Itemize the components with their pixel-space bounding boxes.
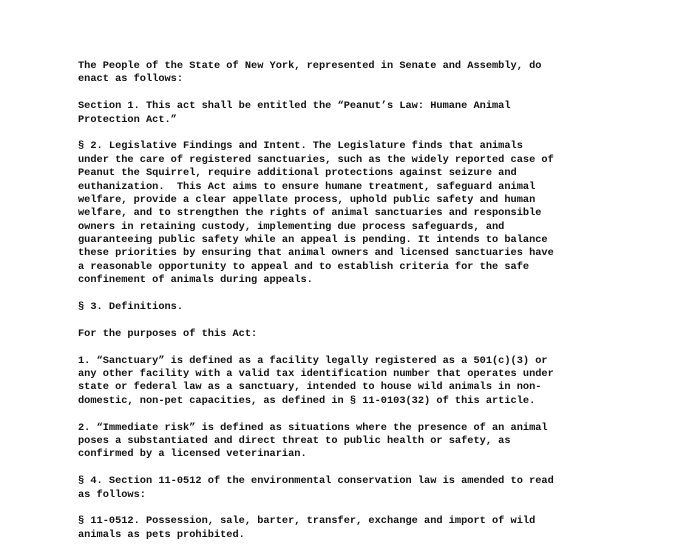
text-line: under the care of registered sanctuaries, such as the widely reported case of	[78, 153, 554, 166]
text-line: poses a substantiated and direct threat to public health or safety, as	[78, 434, 511, 447]
definition-sanctuary	[78, 355, 638, 409]
text-line: The People of the State of New York, represented in Senate and Assembly, do	[78, 60, 542, 72]
definitions-intro	[78, 328, 638, 341]
text-line: as follows:	[78, 488, 146, 501]
section-11-0512	[78, 515, 638, 542]
section-2-findings	[78, 140, 638, 287]
text-line: For the purposes of this Act:	[78, 327, 258, 340]
text-line: state or federal law as a sanctuary, intended to house wild animals in non-	[78, 381, 542, 394]
text-line: 2. “Immediate risk” is defined as situations where the presence of an animal	[78, 421, 548, 434]
enacting-clause	[78, 60, 638, 87]
text-line: euthanization. This Act aims to ensure humane treatment, safeguard animal	[78, 180, 536, 193]
text-line: Protection Act.”	[78, 113, 177, 126]
text-line: welfare, and to strengthen the rights of animal sanctuaries and responsible	[78, 207, 542, 220]
section-3-heading	[78, 301, 638, 314]
text-line: guaranteeing public safety while an appeal is pending. It intends to balance	[78, 234, 548, 247]
text-line: domestic, non-pet capacities, as defined in § 11-0103(32) of this article.	[78, 394, 536, 407]
text-line: confinement of animals during appeals.	[78, 274, 313, 287]
text-line: these priorities by ensuring that animal owners and licensed sanctuaries have	[78, 247, 554, 260]
text-line: any other facility with a valid tax identification number that operates under	[78, 367, 554, 380]
text-line: § 4. Section 11-0512 of the environmental conservation law is amended to read	[78, 475, 554, 488]
text-line: animals as pets prohibited.	[78, 528, 245, 541]
text-line: § 11-0512. Possession, sale, barter, transfer, exchange and import of wild	[78, 515, 536, 528]
text-line: Peanut the Squirrel, require additional protections against seizure and	[78, 167, 517, 180]
text-line: welfare, provide a clear appellate process, uphold public safety and human	[78, 193, 536, 206]
section-1	[78, 100, 638, 127]
text-line: a reasonable opportunity to appeal and to establish criteria for the safe	[78, 260, 530, 273]
text-line: enact as follows:	[78, 73, 184, 86]
text-line: owners in retaining custody, implementing due process safeguards, and	[78, 220, 505, 233]
section-4-amendment	[78, 475, 638, 502]
text-line: § 3. Definitions.	[78, 301, 184, 314]
text-line: Section 1. This act shall be entitled the “Peanut’s Law: Humane Animal	[78, 100, 511, 113]
text-line: 1. “Sanctuary” is defined as a facility legally registered as a 501(c)(3) or	[78, 354, 548, 367]
definition-immediate-risk	[78, 422, 638, 462]
bill-text	[78, 60, 638, 555]
text-line: confirmed by a licensed veterinarian.	[78, 448, 307, 461]
text-line: § 2. Legislative Findings and Intent. The Legislature finds that animals	[78, 140, 523, 153]
